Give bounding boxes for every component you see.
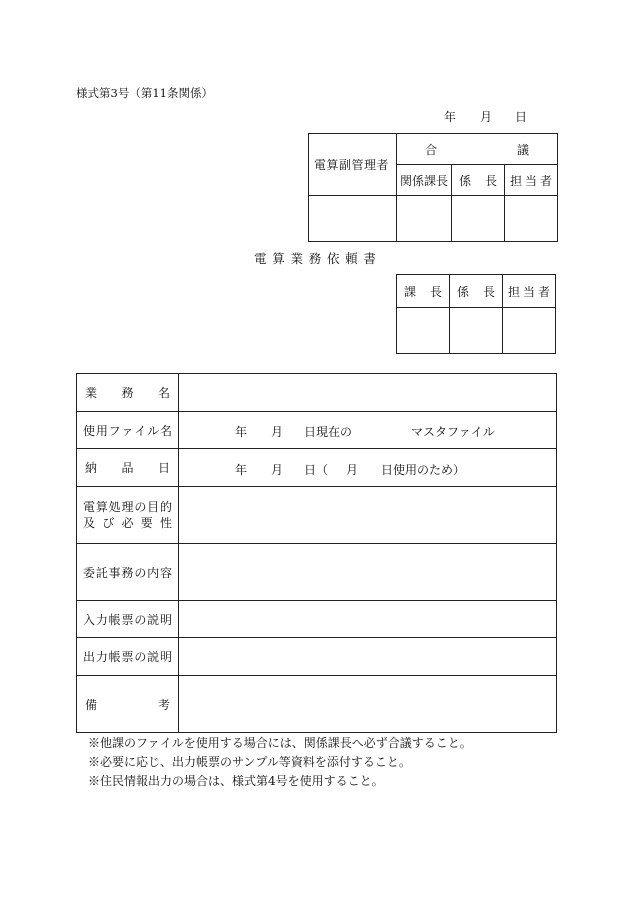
- approval-box: [308, 133, 558, 242]
- label-cell: [77, 544, 179, 601]
- input-form-field[interactable]: [179, 601, 557, 638]
- char: の: [134, 500, 147, 514]
- char: 長: [485, 173, 498, 188]
- request-table: [76, 373, 557, 733]
- char: 課: [404, 284, 417, 299]
- dept-approval-box: [396, 274, 556, 354]
- dept-stamp-3[interactable]: [503, 308, 556, 354]
- char: 者: [537, 284, 550, 299]
- purpose-field[interactable]: [179, 487, 557, 544]
- char: フ: [108, 423, 121, 438]
- char: 務: [121, 565, 134, 580]
- char: ル: [147, 423, 160, 438]
- table-row: [77, 544, 557, 601]
- char: 係: [412, 173, 425, 188]
- char: 長: [482, 284, 495, 299]
- delivery-month-label: 月: [271, 463, 284, 477]
- char: 委: [83, 565, 96, 580]
- char: 係: [457, 284, 470, 299]
- char: 説: [147, 612, 160, 627]
- char: 関: [400, 173, 413, 188]
- char: 担: [508, 284, 521, 299]
- table-row: [77, 412, 557, 449]
- label-cell: [77, 638, 179, 676]
- char: の: [134, 650, 147, 664]
- char: 考: [157, 697, 170, 712]
- table-row: [77, 449, 557, 487]
- approval-stamp-1[interactable]: [397, 196, 452, 242]
- file-day-label: 日現在の: [304, 425, 353, 439]
- char: 当: [525, 173, 538, 188]
- char: 内: [147, 565, 160, 580]
- char: 業: [85, 386, 98, 400]
- char: 票: [121, 612, 134, 627]
- char: 明: [159, 650, 172, 664]
- label-cell: [77, 601, 179, 638]
- char: 出: [83, 650, 96, 664]
- char: 容: [159, 565, 172, 580]
- approval-col-1: [397, 165, 452, 196]
- delivery-date-field[interactable]: [179, 449, 557, 487]
- use-day-label: 日使用のため）: [381, 463, 466, 477]
- char: 備: [85, 697, 98, 712]
- table-row: [77, 601, 557, 638]
- document-title: [254, 249, 376, 267]
- char: び: [102, 516, 115, 530]
- char: 入: [83, 612, 96, 627]
- char: 日: [157, 461, 170, 475]
- title-char: 務: [308, 251, 322, 266]
- char: 必: [121, 516, 134, 530]
- dept-col-1: [397, 275, 450, 308]
- note-3: ※住民情報出力の場合は、様式第4号を使用すること。: [88, 774, 384, 788]
- date-year-label: 年: [444, 110, 457, 124]
- approval-stamp-manager[interactable]: [309, 196, 397, 242]
- char: 力: [95, 650, 108, 664]
- delivery-day-label: 日（: [304, 463, 329, 477]
- date-month-label: 月: [480, 110, 493, 124]
- form-number: 様式第3号（第11条関係）: [76, 86, 213, 100]
- table-row: [77, 374, 557, 412]
- dept-col-3: [503, 275, 556, 308]
- char: 目: [147, 500, 160, 514]
- file-year-label: 年: [235, 425, 248, 439]
- dept-stamp-1[interactable]: [397, 308, 450, 354]
- table-row: [77, 676, 557, 733]
- output-form-field[interactable]: [179, 638, 557, 676]
- table-row: [77, 487, 557, 544]
- char: 要: [140, 516, 153, 530]
- approval-header-left: 合: [425, 142, 438, 157]
- char: 品: [121, 461, 134, 475]
- remarks-field[interactable]: [179, 676, 557, 733]
- char: 長: [436, 173, 449, 188]
- note-2: ※必要に応じ、出力帳票のサンプル等資料を添付すること。: [88, 755, 411, 769]
- file-name-field[interactable]: [179, 412, 557, 449]
- char: 務: [121, 386, 134, 400]
- char: 係: [459, 173, 472, 188]
- file-month-label: 月: [271, 425, 284, 439]
- char: の: [134, 612, 147, 627]
- char: 当: [522, 284, 535, 299]
- char: 算: [95, 500, 108, 514]
- char: 者: [540, 173, 553, 188]
- approval-label: 電算副管理者: [314, 158, 390, 172]
- label-cell: [77, 676, 179, 733]
- label-cell: [77, 487, 179, 544]
- title-char: 業: [290, 251, 303, 266]
- char: 及: [83, 516, 96, 530]
- note-1: ※他課のファイルを使用する場合には、関係課長へ必ず合議すること。: [88, 736, 472, 750]
- use-month-label: 月: [346, 463, 359, 477]
- char: 処: [108, 500, 121, 514]
- char: ァ: [121, 423, 134, 438]
- table-row: [77, 638, 557, 676]
- char: 託: [95, 565, 108, 580]
- title-char: 算: [272, 251, 285, 266]
- title-char: 電: [254, 251, 267, 266]
- char: 納: [85, 461, 98, 475]
- title-char: 頼: [345, 251, 358, 266]
- label-cell: [77, 374, 179, 412]
- approval-header-right: 議: [517, 142, 530, 157]
- char: 名: [157, 386, 170, 400]
- char: 理: [121, 500, 134, 514]
- char: 明: [159, 612, 172, 627]
- dept-stamp-2[interactable]: [450, 308, 503, 354]
- char: 課: [424, 173, 437, 188]
- char: 帳: [108, 612, 121, 627]
- char: 担: [510, 173, 523, 188]
- char: 帳: [108, 650, 121, 664]
- approval-label-cell: [309, 134, 397, 196]
- approval-header-cell: [397, 134, 558, 165]
- master-file-label: マスタファイル: [411, 425, 495, 439]
- date-day-label: 日: [515, 110, 528, 124]
- approval-stamp-3[interactable]: [505, 196, 558, 242]
- char: 事: [108, 565, 121, 580]
- char: イ: [134, 423, 147, 438]
- delivery-year-label: 年: [235, 463, 248, 477]
- char: 電: [83, 500, 96, 514]
- label-cell: [77, 412, 179, 449]
- char: 用: [95, 423, 108, 438]
- label-cell: [77, 449, 179, 487]
- dept-col-2: [450, 275, 503, 308]
- char: 使: [83, 423, 96, 438]
- char: 的: [159, 500, 172, 514]
- title-char: 書: [363, 251, 376, 266]
- approval-col-3: [505, 165, 558, 196]
- char: 名: [159, 423, 172, 438]
- char: 性: [159, 516, 172, 530]
- contents-field[interactable]: [179, 544, 557, 601]
- char: 票: [121, 650, 134, 664]
- char: 長: [429, 284, 442, 299]
- char: の: [134, 565, 147, 580]
- char: 説: [147, 650, 160, 664]
- approval-stamp-2[interactable]: [452, 196, 505, 242]
- title-char: 依: [326, 251, 340, 266]
- approval-col-2: [452, 165, 505, 196]
- business-name-field[interactable]: [179, 374, 557, 412]
- char: 力: [95, 612, 108, 627]
